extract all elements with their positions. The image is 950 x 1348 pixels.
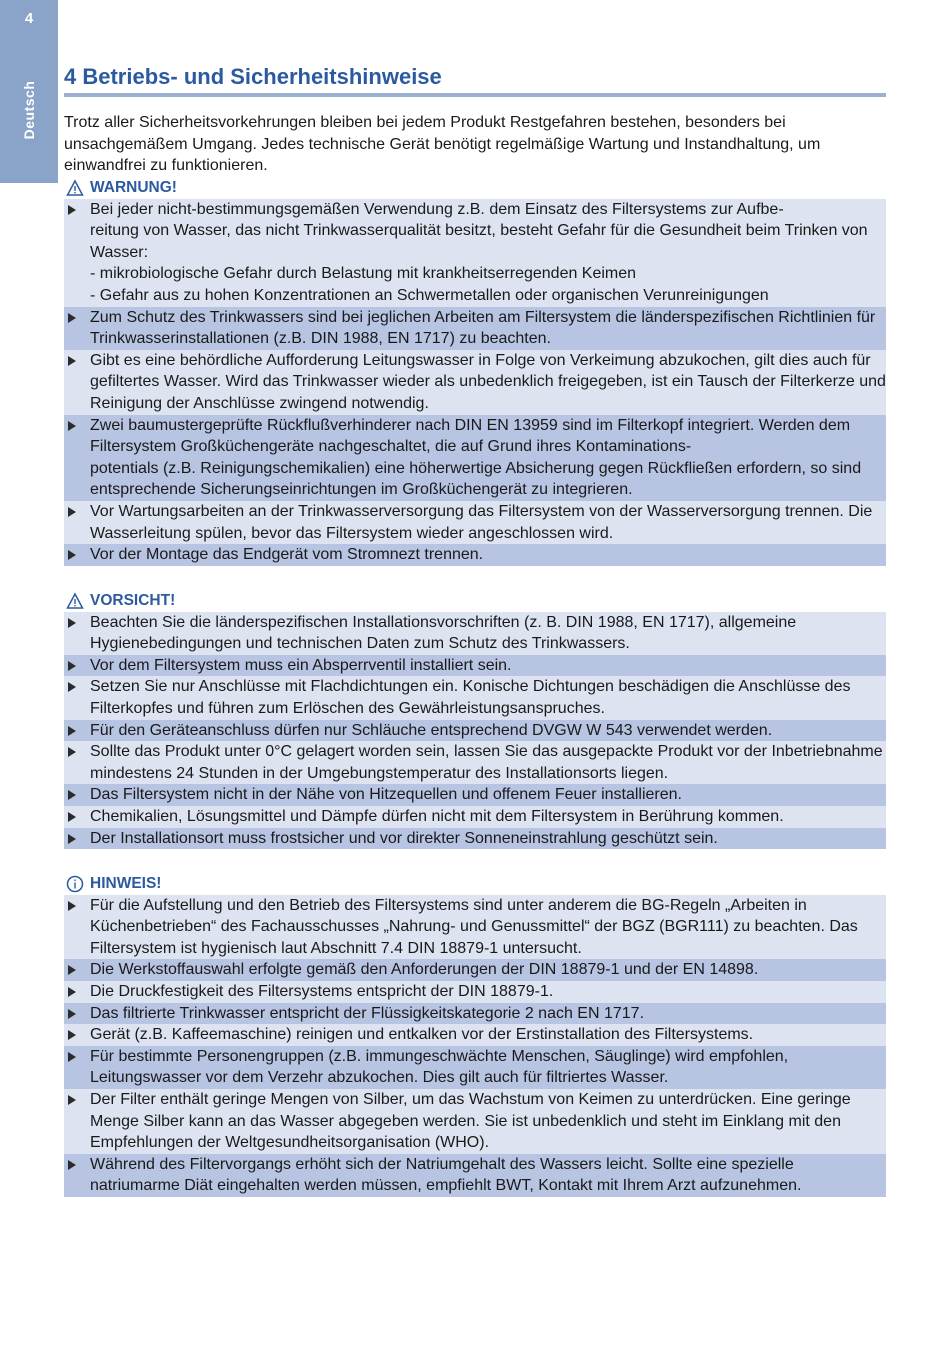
list-item-text: Die Werkstoffauswahl erfolgte gemäß den Anforderungen der DIN 18879-1 und der EN 14898. (90, 961, 759, 979)
bullet-arrow-icon (64, 1089, 90, 1154)
warning-triangle-icon (66, 179, 84, 197)
warnung-heading-label: WARNUNG! (90, 178, 177, 196)
language-label: Deutsch (21, 80, 37, 140)
list-item-text: Das filtrierte Trinkwasser entspricht der Flüssigkeitskategorie 2 nach EN 1717. (90, 1004, 645, 1022)
bullet-arrow-icon (64, 720, 90, 742)
bullet-arrow-icon (64, 806, 90, 828)
list-item (64, 307, 886, 350)
list-item-text: Beachten Sie die länderspezifischen Installationsvorschriften (z. B. DIN 1988, EN 1717), allgemeine Hygienebedingungen und technischen Daten zum Schutz des Trinkwassers. (90, 613, 797, 653)
warnung-section (64, 177, 886, 566)
list-item-text: Zwei baumustergeprüfte Rückflußverhinderer nach DIN EN 13959 sind im Filterkopf integriert. Werden dem Filtersystem Großküchengeräte nachgeschaltet, die auf Grund ihres Kontaminations- potentials (z.B. Reinigungschemikalien) eine höherwertige Absicherung gegen Rückfließen erfordern, so sind entsprechende Sicherungseinrichtungen im Großküchengerät zu integrieren. (90, 416, 862, 499)
list-item-text: Während des Filtervorgangs erhöht sich der Natriumgehalt des Wassers leicht. Sollte eine spezielle natriumarme Diät eingehalten werden müssen, empfiehlt BWT, Kontakt mit Ihrem Arzt aufzunehmen. (90, 1155, 802, 1195)
list-item (64, 612, 886, 655)
list-item (64, 676, 886, 719)
bullet-arrow-icon (64, 895, 90, 960)
side-tab (0, 0, 58, 183)
hinweis-heading-label: HINWEIS! (90, 874, 162, 892)
bullet-arrow-icon (64, 959, 90, 981)
bullet-arrow-icon (64, 741, 90, 784)
list-item-text: Gerät (z.B. Kaffeemaschine) reinigen und entkalken vor der Erstinstallation des Filtersystems. (90, 1026, 754, 1044)
list-item-text: Vor Wartungsarbeiten an der Trinkwasserversorgung das Filtersystem von der Wasserversorgung trennen. Die Wasserleitung spülen, bevor das Filtersystem wieder angeschlossen wird. (90, 502, 873, 542)
page-title: 4 Betriebs- und Sicherheitshinweise (64, 64, 442, 89)
list-item (64, 959, 886, 981)
list-item (64, 199, 886, 307)
hinweis-heading (64, 873, 886, 895)
bullet-arrow-icon (64, 784, 90, 806)
list-item (64, 806, 886, 828)
caution-triangle-icon (66, 592, 84, 610)
list-item (64, 784, 886, 806)
list-item (64, 544, 886, 566)
hinweis-section (64, 873, 886, 1197)
title-divider (64, 93, 886, 97)
page-number: 4 (24, 10, 34, 27)
list-item (64, 720, 886, 742)
list-item-text: Der Filter enthält geringe Mengen von Silber, um das Wachstum von Keimen zu unterdrücken. Eine geringe Menge Silber kann an das Wasser abgegeben werden. Sie ist unbedenklich und steht im Einklang mit den Empfehlungen der Weltgesundheitsorganisation (WHO). (90, 1090, 851, 1152)
list-item (64, 1154, 886, 1197)
list-item-text: Bei jeder nicht-bestimmungsgemäßen Verwendung z.B. dem Einsatz des Filtersystems zur Aufbe- reitung von Wasser, das nicht Trinkwasserqualität besitzt, besteht Gefahr für die Gesundheit beim Trinken von Wasser: - mikrobiologische Gefahr durch Belastung mit krankheitserregenden Keimen - Gefahr aus zu hohen Konzentrationen an Schwermetallen oder organischen Verunreinigungen (90, 200, 868, 304)
bullet-arrow-icon (64, 981, 90, 1003)
list-item-text: Vor dem Filtersystem muss ein Absperrventil installiert sein. (90, 656, 512, 674)
bullet-arrow-icon (64, 350, 90, 415)
list-item-text: Vor der Montage das Endgerät vom Stromnezt trennen. (90, 546, 484, 564)
bullet-arrow-icon (64, 501, 90, 544)
bullet-arrow-icon (64, 415, 90, 501)
list-item-text: Der Installationsort muss frostsicher und vor direkter Sonneneinstrahlung geschützt sein. (90, 829, 718, 847)
info-circle-icon (66, 875, 84, 893)
list-item-text: Chemikalien, Lösungsmittel und Dämpfe dürfen nicht mit dem Filtersystem in Berührung kommen. (90, 807, 784, 825)
bullet-arrow-icon (64, 828, 90, 850)
list-item-text: Zum Schutz des Trinkwassers sind bei jeglichen Arbeiten am Filtersystem die länderspezifischen Richtlinien für Trinkwasserinstallationen (z.B. DIN 1988, EN 1717) zu beachten. (90, 308, 876, 348)
bullet-arrow-icon (64, 544, 90, 566)
warnung-heading (64, 177, 886, 199)
list-item (64, 895, 886, 960)
list-item-text: Setzen Sie nur Anschlüsse mit Flachdichtungen ein. Konische Dichtungen beschädigen die Anschlüsse des Filterkopfes und führen zum Erlöschen des Gewährleistungsanspruches. (90, 678, 851, 717)
bullet-arrow-icon (64, 612, 90, 655)
vorsicht-heading (64, 590, 886, 612)
bullet-arrow-icon (64, 676, 90, 719)
bullet-arrow-icon (64, 199, 90, 307)
list-item (64, 415, 886, 501)
list-item-text: Sollte das Produkt unter 0°C gelagert worden sein, lassen Sie das ausgepackte Produkt vor der Inbetriebnahme mindestens 24 Stunden in der Umgebungstemperatur des Installationsorts liegen. (90, 743, 883, 782)
list-item (64, 981, 886, 1003)
list-item-text: Die Druckfestigkeit des Filtersystems entspricht der DIN 18879-1. (90, 982, 554, 1000)
list-item (64, 741, 886, 784)
bullet-arrow-icon (64, 1154, 90, 1197)
list-item (64, 1003, 886, 1025)
list-item (64, 1024, 886, 1046)
list-item (64, 501, 886, 544)
list-item (64, 828, 886, 850)
list-item (64, 1089, 886, 1154)
vorsicht-heading-label: VORSICHT! (90, 591, 176, 609)
list-item-text: Gibt es eine behördliche Aufforderung Leitungswasser in Folge von Verkeimung abzukochen, gilt dies auch für gefiltertes Wasser. Wird das Trinkwasser wieder als unbedenklich freigegeben, ist ein Tausch der Filterkerze und Reinigung der Anschlüsse zwingend notwendig. (90, 351, 886, 412)
list-item (64, 350, 886, 415)
bullet-arrow-icon (64, 1003, 90, 1025)
list-item (64, 655, 886, 677)
list-item (64, 1046, 886, 1089)
list-item-text: Für die Aufstellung und den Betrieb des Filtersystems sind unter anderem die BG-Regeln „Arbeiten in Küchenbetrieben“ des Fachausschusses „Nahrung- und Genussmittel“ der BGZ (BGR111) zu beachten. Das Filtersystem ist hygienisch laut Abschnitt 7.4 DIN 18879-1 untersucht. (90, 896, 858, 957)
bullet-arrow-icon (64, 1024, 90, 1046)
bullet-arrow-icon (64, 655, 90, 677)
vorsicht-section (64, 590, 886, 849)
list-item-text: Für den Geräteanschluss dürfen nur Schläuche entsprechend DVGW W 543 verwendet werden. (90, 721, 773, 739)
list-item-text: Das Filtersystem nicht in der Nähe von Hitzequellen und offenem Feuer installieren. (90, 786, 682, 804)
bullet-arrow-icon (64, 1046, 90, 1089)
bullet-arrow-icon (64, 307, 90, 350)
intro-paragraph: Trotz aller Sicherheitsvorkehrungen bleiben bei jedem Produkt Restgefahren bestehen, besonders bei unsachgemäßem Umgang. Jedes technische Gerät benötigt regelmäßige Wartung und Instandhaltung, um einwandfrei zu funktionieren. (64, 114, 821, 175)
list-item-text: Für bestimmte Personengruppen (z.B. immungeschwächte Menschen, Säuglinge) wird empfohlen, Leitungswasser vor dem Verzehr abzukochen. Dies gilt auch für filtriertes Wasser. (90, 1047, 789, 1087)
